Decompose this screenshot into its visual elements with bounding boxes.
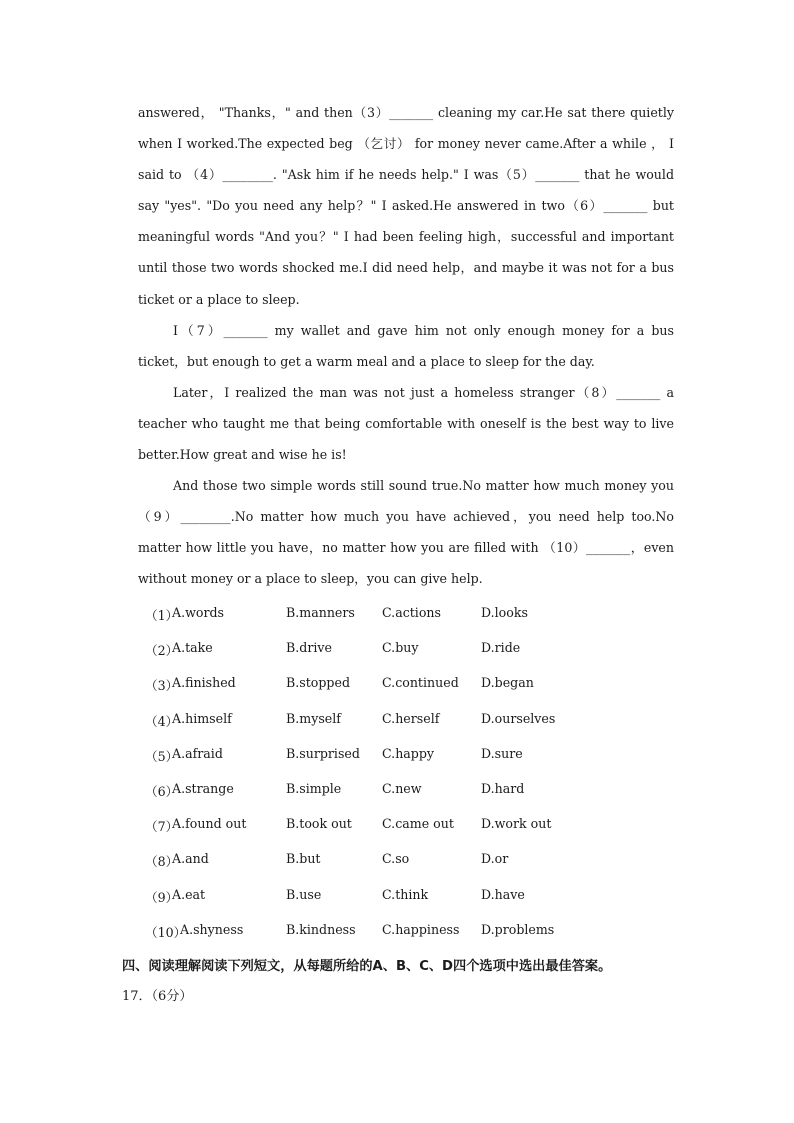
option-b: B.drive <box>286 640 332 656</box>
option-b: B.kindness <box>286 921 356 937</box>
option-row-8 <box>145 844 665 879</box>
option-number: （4） <box>145 713 179 729</box>
option-a: A.shyness <box>180 921 244 937</box>
passage-paragraph-4: And those two simple words still sound true.No matter how much money you （9）________.No matter how much you have achieved，you need help too.No matter how little you have，no matter how you are filled with （10）_______，even without money or a place to sleep，you can give help. <box>138 478 674 587</box>
option-row-5 <box>145 739 665 774</box>
option-a: A.strange <box>172 780 234 796</box>
option-d: D.work out <box>481 816 552 832</box>
option-number: （7） <box>145 819 179 835</box>
option-row-6 <box>145 774 665 809</box>
option-a: A.eat <box>172 886 206 902</box>
option-number: （5） <box>145 748 179 764</box>
option-d: D.hard <box>481 780 525 796</box>
option-b: B.stopped <box>286 675 351 691</box>
option-a: A.himself <box>172 710 232 726</box>
option-number: （2） <box>145 643 179 659</box>
option-b: B.simple <box>286 780 342 796</box>
option-b: B.surprised <box>286 745 360 761</box>
option-row-9 <box>145 880 665 915</box>
option-c: C.new <box>382 780 422 796</box>
cloze-passage <box>138 97 674 595</box>
option-d: D.ride <box>481 640 521 656</box>
option-a: A.words <box>172 605 225 620</box>
option-number: （10） <box>145 924 187 940</box>
option-b: B.took out <box>286 816 352 832</box>
option-a: A.finished <box>172 675 236 691</box>
passage-paragraph-3: Later，I realized the man was not just a homeless stranger（8）_______ a teacher who taught me that being comfortable with oneself is the best way to live better.How great and wise he is! <box>138 384 674 463</box>
option-row-10 <box>145 915 665 950</box>
option-c: C.continued <box>382 675 459 691</box>
option-a: A.and <box>172 851 209 867</box>
passage-paragraph-2: I（7）_______ my wallet and gave him not only enough money for a bus ticket，but enough to get a warm meal and a place to sleep for the day. <box>138 322 674 369</box>
option-number: （3） <box>145 678 179 694</box>
answer-options <box>145 598 665 950</box>
option-c: C.herself <box>382 710 440 726</box>
option-c: C.came out <box>382 816 454 832</box>
option-b: B.myself <box>286 710 341 726</box>
option-d: D.looks <box>481 605 528 620</box>
option-c: C.happy <box>382 745 435 761</box>
option-row-7 <box>145 809 665 844</box>
option-number: （9） <box>145 889 179 905</box>
question-number: 17．（6分） <box>122 989 193 1004</box>
option-a: A.found out <box>172 816 247 832</box>
option-c: C.so <box>382 851 410 867</box>
option-d: D.sure <box>481 745 523 761</box>
option-d: D.ourselves <box>481 710 556 726</box>
option-c: C.happiness <box>382 921 460 937</box>
option-c: C.actions <box>382 605 441 620</box>
option-row-4 <box>145 704 665 739</box>
option-d: D.began <box>481 675 534 691</box>
option-d: D.have <box>481 886 525 902</box>
option-c: C.think <box>382 886 429 902</box>
option-b: B.manners <box>286 605 355 620</box>
option-number: （6） <box>145 783 179 799</box>
option-b: B.use <box>286 886 322 902</box>
option-a: A.take <box>172 640 213 656</box>
option-row-3 <box>145 668 665 703</box>
option-d: D.problems <box>481 921 555 937</box>
option-b: B.but <box>286 851 321 867</box>
option-number: （1） <box>145 608 179 623</box>
option-d: D.or <box>481 851 509 867</box>
section-heading: 四、阅读理解阅读下列短文，从每题所给的A、B、C、D四个选项中选出最佳答案。 <box>122 959 612 974</box>
option-number: （8） <box>145 854 179 870</box>
option-row-1 <box>145 598 665 633</box>
option-row-2 <box>145 633 665 668</box>
option-c: C.buy <box>382 640 419 656</box>
option-a: A.afraid <box>172 745 223 761</box>
passage-paragraph-1: answered， "Thanks，" and then（3）_______ cleaning my car.He sat there quietly when I worked.The expected beg （乞讨） for money never came.After a while ， I said to （4）________. "Ask him if he needs help." I was（5）_______ that he would say "yes". "Do you need any help？" I asked.He answered in two（6）_______ but meaningful words "And you？" I had been feeling high，successful and important until those two words shocked me.I did need help，and maybe it was not for a bus ticket or a place to sleep. <box>138 105 674 307</box>
